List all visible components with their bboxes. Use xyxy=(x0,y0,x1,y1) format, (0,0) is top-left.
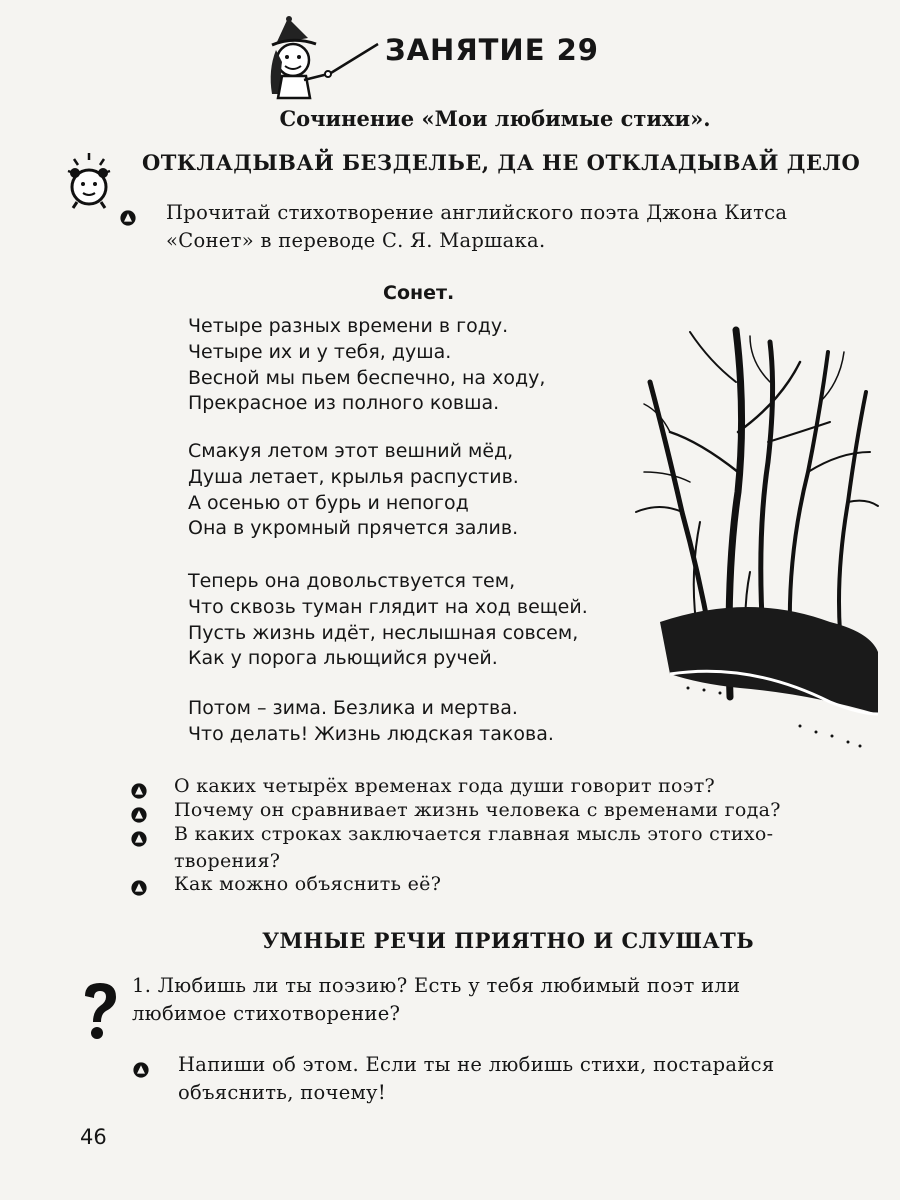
poem-line: Душа летает, крылья распустив. xyxy=(188,465,519,488)
discussion-question xyxy=(132,972,892,1028)
triangle-in-circle-icon xyxy=(120,210,136,226)
question-2: Почему он сравнивает жизнь человека с временами года? xyxy=(174,799,781,821)
question-line: 1. Любишь ли ты поэзию? Есть у тебя любимый поэт или xyxy=(132,974,741,997)
poem-stanza xyxy=(188,439,648,542)
question-mark-icon xyxy=(78,980,122,1042)
poem-line: Она в укромный прячется залив. xyxy=(188,517,519,540)
poem-stanza xyxy=(188,569,648,672)
winter-trees-illustration xyxy=(630,322,880,754)
alarm-clock-icon xyxy=(64,151,114,211)
task-line: «Сонет» в переводе С. Я. Маршака. xyxy=(166,229,546,252)
poem-stanza xyxy=(188,314,648,417)
lesson-subtitle: Сочинение «Мои любимые стихи». xyxy=(279,106,711,131)
task-text xyxy=(166,199,886,255)
task-line: Напиши об этом. Если ты не любишь стихи, постарайся xyxy=(178,1053,775,1076)
triangle-in-circle-icon xyxy=(131,807,147,823)
question-3 xyxy=(174,821,894,875)
poem-line: Теперь она довольствуется тем, xyxy=(188,570,516,592)
task-line: объяснить, почему! xyxy=(178,1081,386,1104)
poem-line: Четыре их и у тебя, душа. xyxy=(188,340,452,363)
question-line: творения? xyxy=(174,850,281,872)
question-line: любимое стихотворение? xyxy=(132,1002,401,1025)
section-heading-1: ОТКЛАДЫВАЙ БЕЗДЕЛЬЕ, ДА НЕ ОТКЛАДЫВАЙ ДЕЛО xyxy=(142,150,861,175)
poem-line: Что сквозь туман глядит на ход вещей. xyxy=(188,595,588,618)
section-heading-2: УМНЫЕ РЕЧИ ПРИЯТНО И СЛУШАТЬ xyxy=(262,928,755,953)
poem-line: Четыре разных времени в году. xyxy=(188,315,509,337)
triangle-in-circle-icon xyxy=(131,831,147,847)
poem-line: Что делать! Жизнь людская такова. xyxy=(188,722,554,745)
poem-stanza xyxy=(188,696,648,748)
poem-line: Как у порога льющийся ручей. xyxy=(188,647,498,670)
writing-task xyxy=(178,1051,894,1107)
triangle-in-circle-icon xyxy=(133,1062,149,1078)
poem-line: Смакуя летом этот вешний мёд, xyxy=(188,440,514,462)
question-1: О каких четырёх временах года души говорит поэт? xyxy=(174,775,716,797)
poem-line: Потом – зима. Безлика и мертва. xyxy=(188,697,518,719)
poem-line: Пусть жизнь идёт, неслышная совсем, xyxy=(188,621,579,644)
question-line: В каких строках заключается главная мысль этого стихо- xyxy=(174,823,774,845)
page-number: 46 xyxy=(80,1125,107,1149)
poem-line: Весной мы пьем беспечно, на ходу, xyxy=(188,366,546,389)
pointing-student-icon xyxy=(258,14,380,100)
task-line: Прочитай стихотворение английского поэта Джона Китса xyxy=(166,201,788,224)
poem-line: А осенью от бурь и непогод xyxy=(188,491,469,514)
triangle-in-circle-icon xyxy=(131,880,147,896)
poem-line: Прекрасное из полного ковша. xyxy=(188,392,500,415)
question-4: Как можно объяснить её? xyxy=(174,873,442,895)
poem-title: Сонет. xyxy=(383,282,455,304)
lesson-title: ЗАНЯТИЕ 29 xyxy=(385,33,599,67)
triangle-in-circle-icon xyxy=(131,783,147,799)
